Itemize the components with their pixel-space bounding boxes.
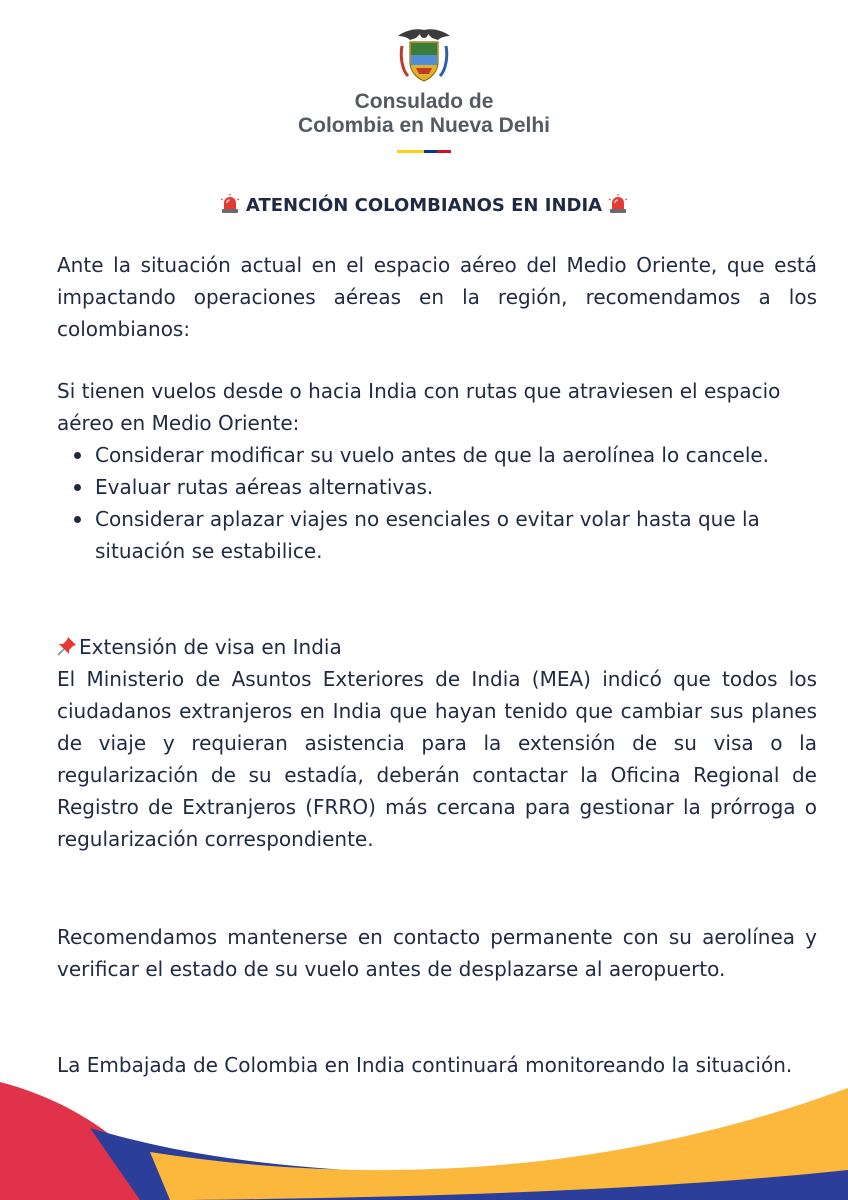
visa-title-text: Extensión de visa en India <box>79 635 342 659</box>
closing-paragraph: La Embajada de Colombia en India continuará monitoreando la situación. <box>57 1053 793 1077</box>
flag-wave-decoration <box>0 1060 848 1200</box>
intro-paragraph: Ante la situación actual en el espacio aéreo del Medio Oriente, que está impactando operaciones aéreas en la región, recomendamos a los colombianos: <box>57 253 817 341</box>
siren-icon <box>608 194 628 214</box>
coat-of-arms-logo <box>396 26 452 86</box>
list-item: Evaluar rutas aéreas alternativas. <box>57 471 817 503</box>
recommendation-list <box>57 439 817 567</box>
consulate-title-line-1: Consulado de <box>354 90 494 113</box>
visa-paragraph: El Ministerio de Asuntos Exteriores de India (MEA) indicó que todos los ciudadanos extranjeros en India que hayan tenido que cambiar sus planes de viaje y requieran asistencia para la extensión de su visa o la regularización de su estadía, deberán contactar la Oficina Regional de Registro de Extranjeros (FRRO) más cercana para gestionar la prórroga o regularización correspondiente. <box>57 667 817 851</box>
alert-heading <box>0 194 848 216</box>
visa-section-title <box>57 631 817 663</box>
flights-paragraph: Si tienen vuelos desde o hacia India con rutas que atraviesen el espacio aéreo en Medio Oriente: <box>57 379 781 435</box>
contact-paragraph: Recomendamos mantenerse en contacto permanente con su aerolínea y verificar el estado de su vuelo antes de desplazarse al aeropuerto. <box>57 925 817 981</box>
siren-icon <box>220 194 240 214</box>
list-item: Considerar aplazar viajes no esenciales o evitar volar hasta que la situación se estabilice. <box>57 503 817 567</box>
pushpin-icon <box>57 636 77 656</box>
flag-color-bar <box>397 150 451 153</box>
list-item: Considerar modificar su vuelo antes de que la aerolínea lo cancele. <box>57 439 817 471</box>
consulate-title-line-2: Colombia en Nueva Delhi <box>297 114 551 137</box>
heading-text: ATENCIÓN COLOMBIANOS EN INDIA <box>245 195 603 216</box>
